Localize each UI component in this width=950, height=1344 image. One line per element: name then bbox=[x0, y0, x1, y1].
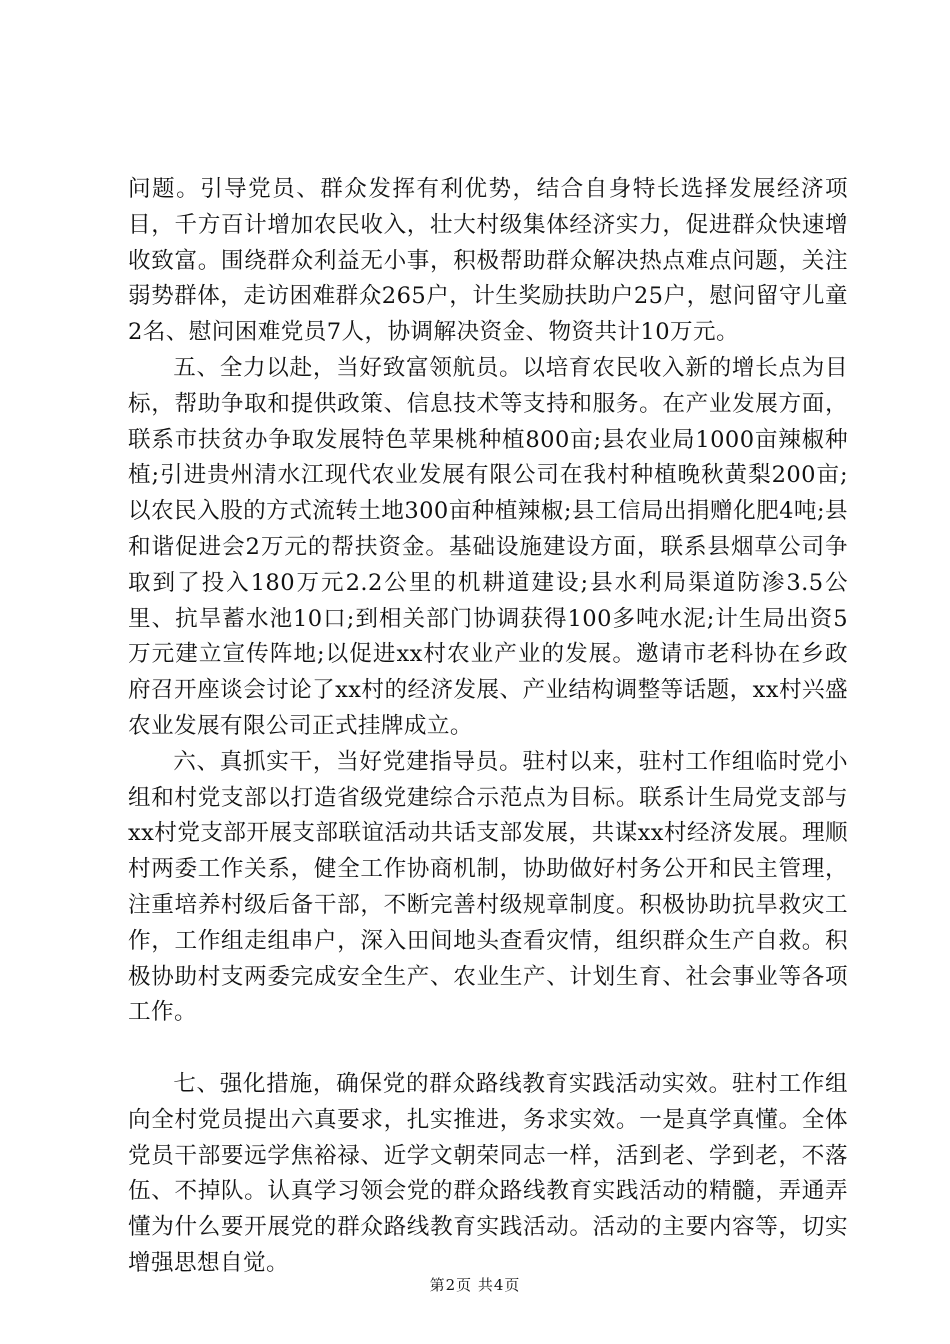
page-footer: 第2页 共4页 bbox=[429, 1276, 521, 1294]
paragraph-section-7: 七、强化措施，确保党的群众路线教育实践活动实效。驻村工作组向全村党员提出六真要求，扎实推进，务求实效。一是真学真懂。全体党员干部要远学焦裕禄、近学文朝荣同志一样，活到老、学到老，不落伍、不掉队。认真学习领会党的群众路线教育实践活动的精髓，弄通弄懂为什么要开展党的群众路线教育实践活动。活动的主要内容等，切实增强思想自觉。 bbox=[128, 1070, 848, 1276]
paragraph-section-5: 五、全力以赴，当好致富领航员。以培育农民收入新的增长点为目标，帮助争取和提供政策、信息技术等支持和服务。在产业发展方面，联系市扶贫办争取发展特色苹果桃种植800亩;县农业局1000亩辣椒种植;引进贵州清水江现代农业发展有限公司在我村种植晚秋黄梨200亩;以农民入股的方式流转土地300亩种植辣椒;县工信局出捐赠化肥4吨;县和谐促进会2万元的帮扶资金。基础设施建设方面，联系县烟草公司争取到了投入180万元2.2公里的机耕道建设;县水利局渠道防渗3.5公里、抗旱蓄水池10口;到相关部门协调获得100多吨水泥;计生局出资5万元建立宣传阵地;以促进xx村农业产业的发展。邀请市老科协在乡政府召开座谈会讨论了xx村的经济发展、产业结构调整等话题，xx村兴盛农业发展有限公司正式挂牌成立。 bbox=[128, 354, 848, 739]
document-body bbox=[128, 172, 848, 1282]
paragraph-continuation: 问题。引导党员、群众发挥有利优势，结合自身特长选择发展经济项目，千方百计增加农民收入，壮大村级集体经济实力，促进群众快速增收致富。围绕群众利益无小事，积极帮助群众解决热点难点问题，关注弱势群体，走访困难群众265户，计生奖励扶助户25户，慰问留守儿童2名、慰问困难党员7人，协调解决资金、物资共计10万元。 bbox=[128, 176, 848, 346]
paragraph-section-6: 六、真抓实干，当好党建指导员。驻村以来，驻村工作组临时党小组和村党支部以打造省级党建综合示范点为目标。联系计生局党支部与xx村党支部开展支部联谊活动共话支部发展，共谋xx村经济发展。理顺村两委工作关系，健全工作协商机制，协助做好村务公开和民主管理，注重培养村级后备干部，不断完善村级规章制度。积极协助抗旱救灾工作，工作组走组串户，深入田间地头查看灾情，组织群众生产自救。积极协助村支两委完成安全生产、农业生产、计划生育、社会事业等各项工作。 bbox=[128, 748, 848, 1026]
